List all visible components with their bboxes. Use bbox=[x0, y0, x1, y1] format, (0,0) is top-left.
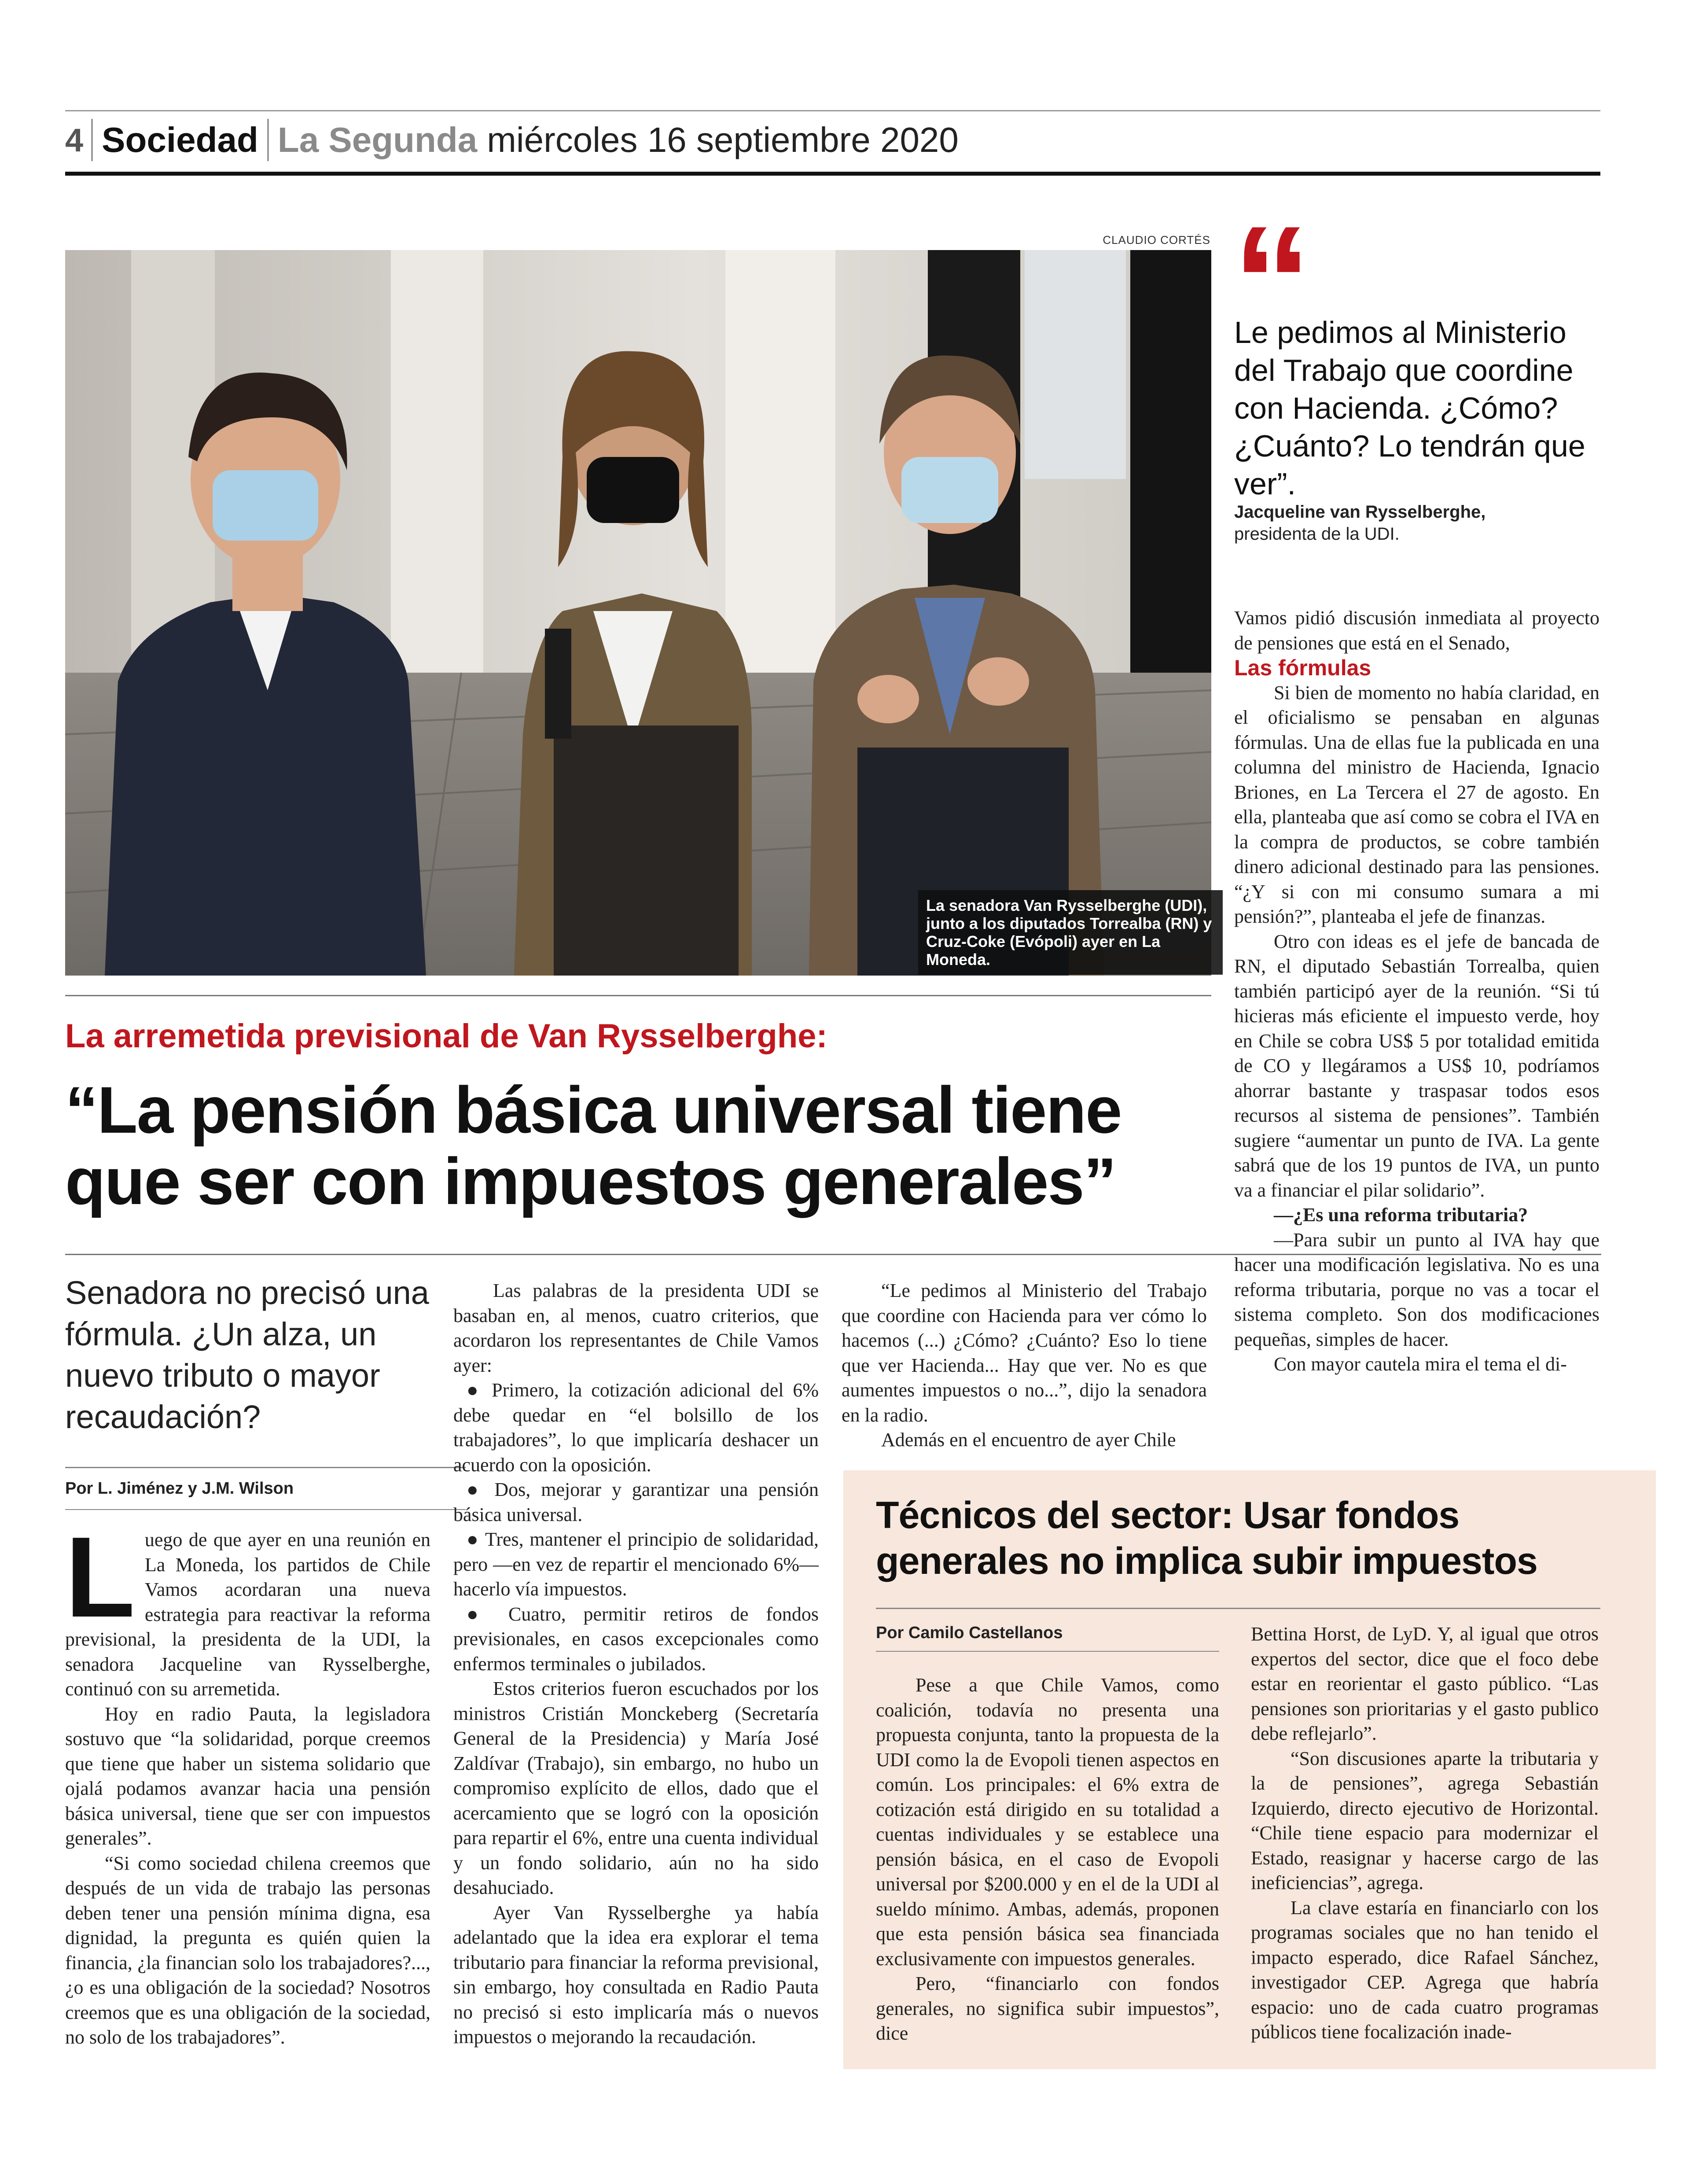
sidebar-headline: Técnicos del sector: Usar fondos generales no implica subir impuestos bbox=[876, 1494, 1537, 1582]
news-photo bbox=[65, 250, 1211, 976]
sidebar-rule bbox=[876, 1608, 1600, 1609]
article-column-2 bbox=[453, 1278, 819, 2050]
page-header bbox=[65, 114, 959, 166]
pull-quote-attribution bbox=[1234, 501, 1599, 545]
paragraph: “Son discusiones aparte la tributaria y la de pensiones”, agrega Sebastián Izquierdo, directo ejecutivo de Horizontal. “Chile tiene espacio para modernizar el Estado, reasignar y hacerse cargo de las ineficiencias”, agrega. bbox=[1251, 1747, 1599, 1893]
article-byline: Por L. Jiménez y J.M. Wilson bbox=[65, 1479, 294, 1498]
quote-mark-icon: “ bbox=[1232, 193, 1312, 370]
paragraph: Ayer Van Rysselberghe ya había adelantado que la idea era explorar el tema tributario para financiar la reforma previsional, sin embargo, hoy consultada en Radio Pauta no precisó si esto implicaría más o nuevos impuestos o mejorando la recaudación. bbox=[453, 1901, 819, 2048]
paragraph: Pero, “financiarlo con fondos generales, no significa subir impuestos”, dice bbox=[876, 1973, 1219, 2044]
sidebar-byline-rule bbox=[876, 1651, 1219, 1652]
sidebar-column-2 bbox=[1251, 1622, 1599, 2045]
paragraph: Otro con ideas es el jefe de bancada de RN, el diputado Sebastián Torrealba, quien también participó ayer de la reunión. “Si tú hicieras más eficiente el impuesto verde, hoy en Chile se cobra US$ 5 por totalidad emitida de CO y llegáramos a US$ 10, podríamos ahorrar bastante y traspasar todos esos recursos al sistema de pensiones”. También sugiere “aumentar un punto de IVA. La gente sabrá que de los 19 puntos de IVA, un punto va a financiar el pilar solidario”. bbox=[1234, 930, 1599, 1201]
paragraph: Con mayor cautela mira el tema el di- bbox=[1274, 1353, 1567, 1375]
page-number: 4 bbox=[65, 122, 84, 158]
newspaper-name: La Segunda bbox=[277, 120, 478, 159]
article-column-3 bbox=[842, 1278, 1207, 1453]
subheading: Las fórmulas bbox=[1234, 656, 1371, 680]
sidebar-column-1 bbox=[876, 1673, 1219, 2046]
header-separator bbox=[91, 119, 93, 161]
paragraph: Las palabras de la presidenta UDI se basaban en, al menos, cuatro criterios, que acordaron los representantes de Chile Vamos ayer: bbox=[453, 1280, 819, 1376]
paragraph: Además en el encuentro de ayer Chile bbox=[881, 1429, 1176, 1451]
photo-credit: CLAUDIO CORTÉS bbox=[1103, 233, 1210, 247]
bullet-paragraph: ● Tres, mantener el principio de solidaridad, pero —en vez de repartir el mencionado 6%— hacerlo vía impuestos. bbox=[453, 1528, 819, 1600]
pull-quote-text: Le pedimos al Ministerio del Trabajo que coordine con Hacienda. ¿Cómo? ¿Cuánto? Lo tendrán que ver”. bbox=[1234, 315, 1585, 501]
paragraph: “Si como sociedad chilena creemos que después de un vida de trabajo las personas deben tener una pensión mínima digna, esa dignidad, la pregunta es quién quien la financia, ¿la financian solo los trabajadores?..., ¿o es una obligación de la sociedad? Nosotros creemos que es una obligación de la sociedad, no solo de los trabajadores”. bbox=[65, 1852, 430, 2048]
paragraph: Bettina Horst, de LyD. Y, al igual que otros expertos del sector, dice que el foco debe estar en reorientar el gasto público. “Las pensiones son prioritarias y el gasto publico debe reflejarlo”. bbox=[1251, 1623, 1599, 1744]
paragraph: uego de que ayer en una reunión en La Moneda, los partidos de Chile Vamos acordaran una nueva estrategia para reactivar la reforma previsional, la presidenta de la UDI, la senadora Jacqueline van Rysselberghe, continuó con su arremetida. bbox=[65, 1529, 430, 1700]
paragraph: Hoy en radio Pauta, la legisladora sostuvo que “la solidaridad, porque creemos que tiene que haber un sistema solidario que ojalá podamos avanzar hacia una pensión básica universal, tiene que ser con impuestos generales”. bbox=[65, 1703, 430, 1849]
article-column-4 bbox=[1234, 606, 1599, 1377]
sidebar-byline: Por Camilo Castellanos bbox=[876, 1624, 1063, 1642]
paragraph: La clave estaría en financiarlo con los programas sociales que no han tenido el impacto esperado, dice Rafael Sánchez, investigador CEP. Agrega que habría espacio: uno de cada cuatro programas públicos tiene focalización inade- bbox=[1251, 1897, 1599, 2043]
paragraph: “Le pedimos al Ministerio del Trabajo que coordine con Hacienda para ver cómo lo hacemos (...) ¿Cómo? ¿Cuánto? Eso lo tiene que ver Hacienda... Hay que ver. No es que aumentes impuestos o no...”, dijo la senadora en la radio. bbox=[842, 1280, 1207, 1426]
article-deck: Senadora no precisó una fórmula. ¿Un alza, un nuevo tributo o mayor recaudación? bbox=[65, 1274, 429, 1435]
interview-question: —¿Es una reforma tributaria? bbox=[1274, 1204, 1528, 1226]
paragraph: Vamos pidió discusión inmediata al proyecto de pensiones que está en el Senado, bbox=[1234, 607, 1599, 654]
article-column-1 bbox=[65, 1514, 430, 2050]
paragraph: —Para subir un punto al IVA hay que hacer una modificación legislativa. No es una reforma tributaria, porque no vas a tocar el sistema completo. Son dos modificaciones pequeñas, simples de hacer. bbox=[1234, 1229, 1599, 1350]
section-name: Sociedad bbox=[102, 120, 258, 159]
bullet-paragraph: ● Cuatro, permitir retiros de fondos previsionales, en casos excepcionales como enfermos terminales o jubilados. bbox=[453, 1603, 819, 1675]
bullet-paragraph: ● Primero, la cotización adicional del 6% debe quedar en “el bolsillo de los trabajadores”, lo que implicaría deshacer un acuerdo con la oposición. bbox=[453, 1379, 819, 1476]
article-headline: “La pensión básica universal tiene que ser con impuestos generales” bbox=[65, 1073, 1121, 1218]
header-rule bbox=[65, 172, 1600, 176]
pull-quote-role: presidenta de la UDI. bbox=[1234, 524, 1400, 544]
bullet-paragraph: ● Dos, mejorar y garantizar una pensión básica universal. bbox=[453, 1479, 819, 1525]
header-separator bbox=[267, 119, 269, 161]
drop-cap: L bbox=[65, 1514, 135, 1641]
byline-rule bbox=[65, 1509, 466, 1510]
deck-rule bbox=[65, 1467, 466, 1468]
pull-quote-author: Jacqueline van Rysselberghe, bbox=[1234, 502, 1486, 522]
paragraph: Estos criterios fueron escuchados por los ministros Cristián Monckeberg (Secretaría General de la Presidencia) y María José Zaldívar (Trabajo), sin embargo, no hubo un compromiso explícito de ellos, dado que el acercamiento que se logró con la oposición para repartir el 6%, entre una cuenta individual y un fondo solidario, aún no ha sido desahuciado. bbox=[453, 1678, 819, 1898]
paragraph: Pese a que Chile Vamos, como coalición, todavía no presenta una propuesta conjunta, tanto la propuesta de la UDI como la de Evopoli tienen aspectos en común. Los principales: el 6% extra de cotización está dirigido en su totalidad a cuentas individuales y se establece una pensión básica, en el caso de Evopoli universal por $200.000 y en el de la UDI al sueldo mínimo. Ambas, además, proponen que esta pensión básica sea financiada exclusivamente con impuestos generales. bbox=[876, 1674, 1219, 1970]
top-rule bbox=[65, 110, 1600, 111]
paragraph: Si bien de momento no había claridad, en el oficialismo se pensaban en algunas fórmulas. Una de ellas fue la publicada en una columna del ministro de Hacienda, Ignacio Briones, en La Tercera el 27 de agosto. En ella, planteaba que así como se cobra el IVA en la compra de productos, se cobre también dinero adicional destinado para las pensiones. “¿Y si con mi consumo sumara a mi pensión?”, planteaba el jefe de finanzas. bbox=[1234, 681, 1599, 927]
photo-rule bbox=[65, 995, 1211, 996]
photo-caption: La senadora Van Rysselberghe (UDI), junto a los diputados Torrealba (RN) y Cruz-Coke (Evópoli) ayer en La Moneda. bbox=[918, 890, 1223, 975]
issue-date: miércoles 16 septiembre 2020 bbox=[487, 120, 959, 159]
article-kicker: La arremetida previsional de Van Rysselberghe: bbox=[65, 1017, 827, 1055]
news-photo-illustration bbox=[65, 250, 1211, 976]
